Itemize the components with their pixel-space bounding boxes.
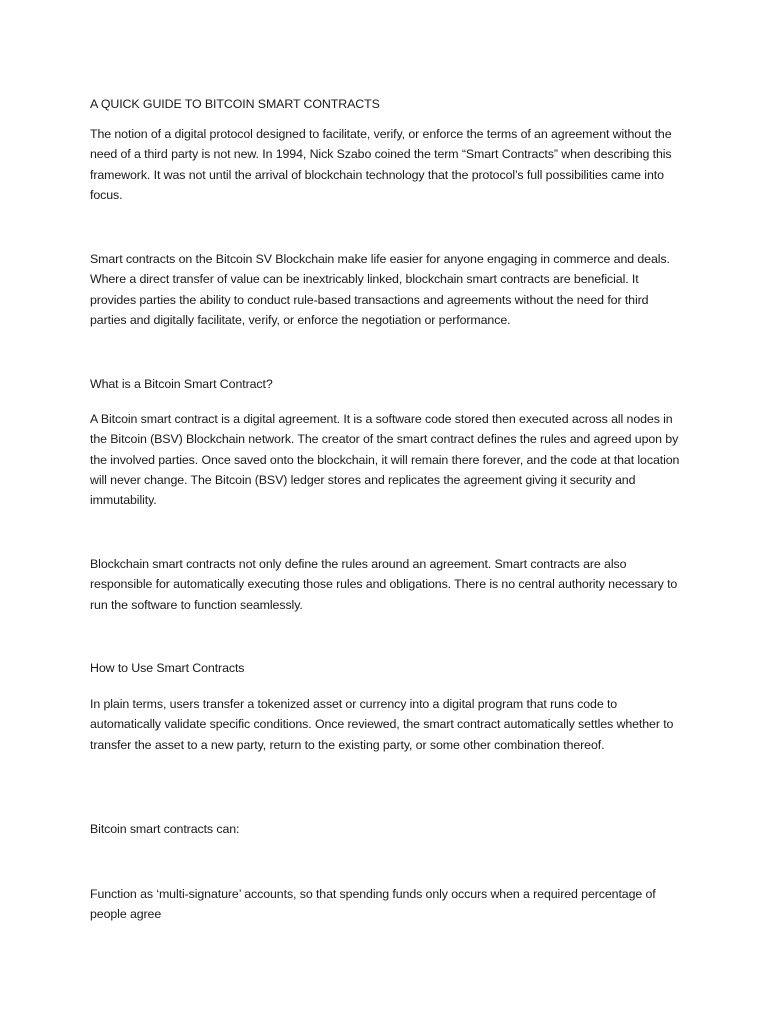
can-intro: Bitcoin smart contracts can:: [90, 822, 240, 836]
intro-paragraph: The notion of a digital protocol designed to facilitate, verify, or enforce the terms of an agreement without the need of a third party is not new. In 1994, Nick Szabo coined the term “Smart Contracts” when describing this framework. It was not until the arrival of blockchain technology that the protocol’s full possibilities came into focus.: [90, 127, 672, 202]
what-paragraph: A Bitcoin smart contract is a digital agreement. It is a software code stored then executed across all nodes in the Bitcoin (BSV) Blockchain network. The creator of the smart contract defines the rules and agreed upon by the involved parties. Once saved onto the blockchain, it will remain there forever, and the code at that location will never change. The Bitcoin (BSV) ledger stores and replicates the agreement giving it security and immutability.: [90, 412, 680, 508]
bsv-paragraph: Smart contracts on the Bitcoin SV Blockchain make life easier for anyone engaging in commerce and deals. Where a direct transfer of value can be inextricably linked, blockchain smart contracts are beneficial. It provides parties the ability to conduct rule-based transactions and agreements without the need for third parties and digitally facilitate, verify, or enforce the negotiation or performance.: [90, 252, 670, 327]
section-heading-how: How to Use Smart Contracts: [90, 661, 245, 675]
section-heading-what: What is a Bitcoin Smart Contract?: [90, 377, 273, 391]
rules-paragraph: Blockchain smart contracts not only define the rules around an agreement. Smart contracts are also responsible for automatically executing those rules and obligations. There is no central authority necessary to run the software to function seamlessly.: [90, 557, 678, 612]
multisig-item: Function as ‘multi-signature’ accounts, so that spending funds only occurs when a required percentage of people agree: [90, 887, 656, 922]
document-title: A QUICK GUIDE TO BITCOIN SMART CONTRACTS: [90, 97, 380, 111]
how-paragraph: In plain terms, users transfer a tokenized asset or currency into a digital program that runs code to automatically validate specific conditions. Once reviewed, the smart contract automatically settles whether to transfer the asset to a new party, return to the existing party, or some other combination thereof.: [90, 697, 674, 752]
